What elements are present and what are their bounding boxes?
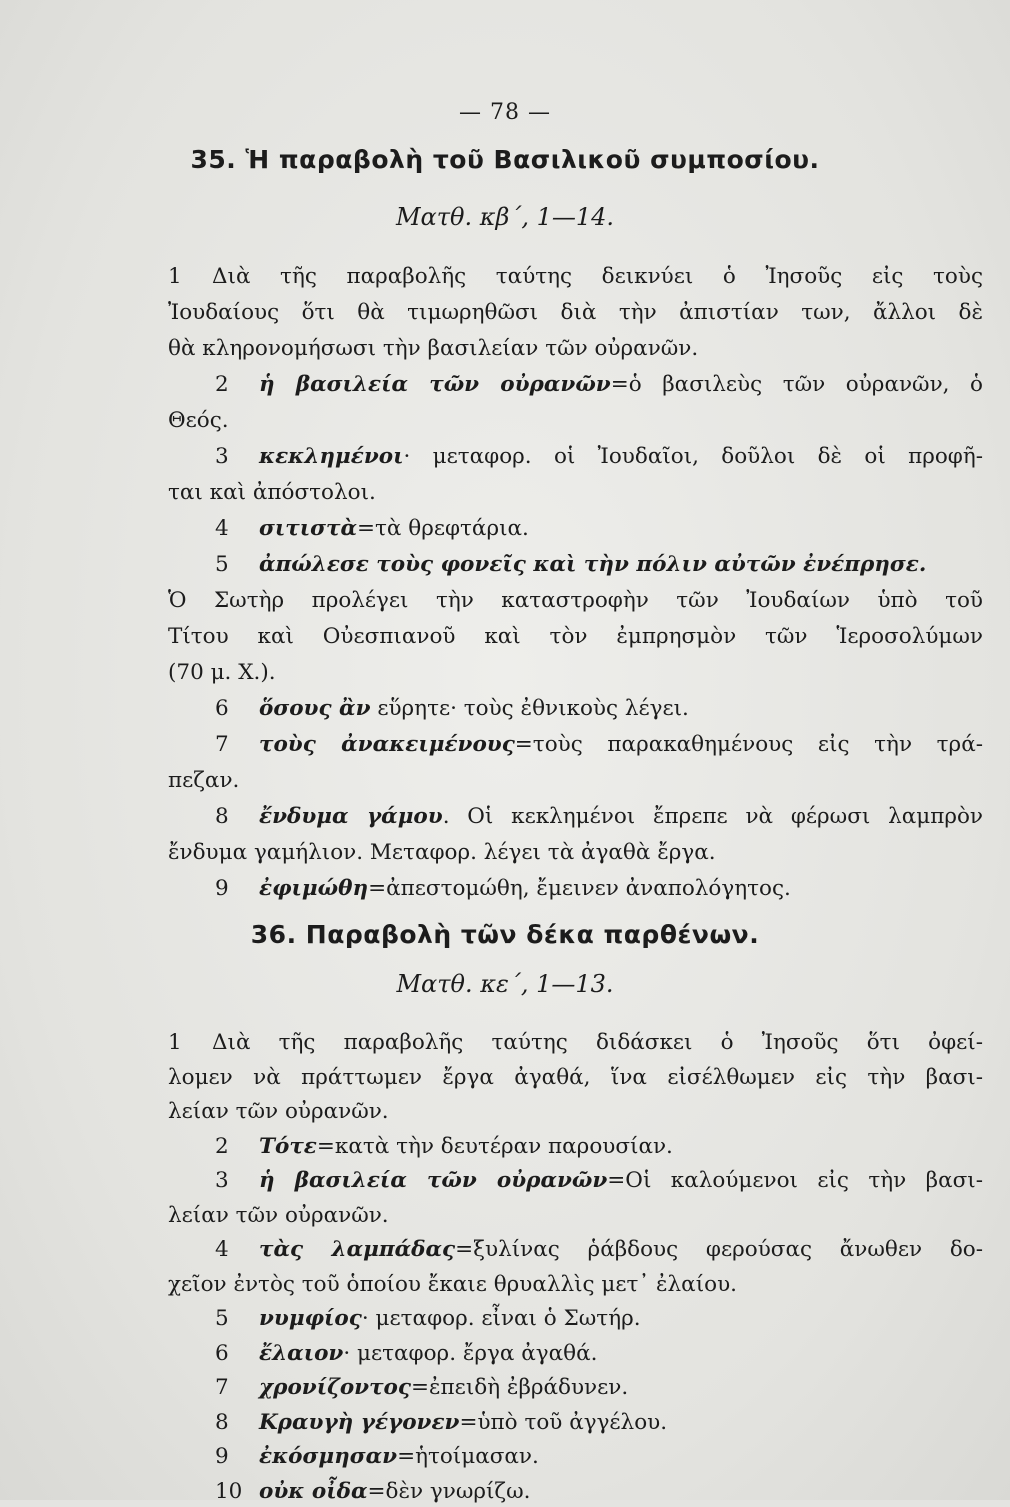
text-line xyxy=(168,1201,983,1231)
text-line xyxy=(215,1132,983,1162)
glossed-term: ἡ βασιλεία τῶν οὐρανῶν xyxy=(259,372,611,397)
glossed-term: οὐκ οἶδα xyxy=(259,1478,368,1504)
text-line xyxy=(168,586,983,616)
verse-number: 2 xyxy=(215,1133,229,1159)
line-text: =ὑπὸ τοῦ ἀγγέλου. xyxy=(459,1409,668,1435)
verse-number: 9 xyxy=(215,876,229,901)
text-line xyxy=(215,442,983,472)
line-text: =ὁ βασιλεὺς τῶν οὐρανῶν, ὁ xyxy=(610,372,983,397)
text-line xyxy=(168,478,983,508)
glossed-term: χρονίζοντος xyxy=(259,1375,411,1400)
text-line xyxy=(215,1235,983,1265)
verse-number: 4 xyxy=(215,516,229,541)
page-number: — 78 — xyxy=(459,100,551,125)
text-line xyxy=(215,370,983,400)
text-line xyxy=(215,1304,983,1334)
line-text: =τοὺς παρακαθημένους εἰς τὴν τρά- xyxy=(514,732,983,757)
verse-number: 7 xyxy=(215,1375,229,1400)
verse-number: 6 xyxy=(215,696,229,721)
glossed-term: ἐκόσμησαν xyxy=(259,1444,398,1469)
glossed-term: σιτιστὰ xyxy=(259,516,357,541)
section-reference-36: Ματθ. κε΄, 1—13. xyxy=(396,970,614,998)
glossed-term: τὰς λαμπάδας xyxy=(259,1237,456,1262)
text-line xyxy=(168,622,983,652)
verse-number: 2 xyxy=(215,372,229,397)
text-line xyxy=(215,1408,983,1438)
line-text: λομεν νὰ πράττωμεν ἔργα ἀγαθά, ἵνα εἰσέλθωμεν εἰς τὴν βασι- xyxy=(168,1064,983,1090)
text-line xyxy=(215,1373,983,1403)
text-line xyxy=(168,262,983,292)
line-text: =δὲν γνωρίζω. xyxy=(367,1478,531,1504)
glossed-term: ἔνδυμα γάμου xyxy=(259,804,443,829)
glossed-term: ἡ βασιλεία τῶν οὐρανῶν xyxy=(259,1168,608,1193)
glossed-term: ἀπώλεσε τοὺς φονεῖς καὶ τὴν πόλιν αὐτῶν ἐνέπρησε. xyxy=(259,552,927,577)
verse-number: 6 xyxy=(215,1340,229,1366)
line-text: · μεταφορ. οἱ Ἰουδαῖοι, δοῦλοι δὲ οἱ προφῆ- xyxy=(403,444,983,469)
line-text: Ἰουδαίους ὅτι θὰ τιμωρηθῶσι διὰ τὴν ἀπιστίαν των, ἄλλοι δὲ xyxy=(168,300,983,325)
text-line xyxy=(215,1477,983,1507)
line-text: εὕρητε· τοὺς ἐθνικοὺς λέγει. xyxy=(370,696,689,721)
verse-number: 5 xyxy=(215,552,229,577)
line-text: Διὰ τῆς παραβολῆς ταύτης διδάσκει ὁ Ἰησοῦς ὅτι ὀφεί- xyxy=(212,1030,983,1055)
line-text: πεζαν. xyxy=(168,768,240,793)
verse-number: 5 xyxy=(215,1306,229,1331)
glossed-term: ὅσους ἂν xyxy=(259,696,371,721)
text-line xyxy=(168,1270,983,1300)
verse-number: 1 xyxy=(168,264,182,289)
line-text: · μεταφορ. εἶναι ὁ Σωτήρ. xyxy=(361,1306,641,1331)
text-line xyxy=(168,838,983,868)
verse-number: 8 xyxy=(215,1409,229,1435)
line-text: ἔνδυμα γαμήλιον. Μεταφορ. λέγει τὰ ἀγαθὰ ἔργα. xyxy=(168,840,716,865)
line-text: =τὰ θρεφτάρια. xyxy=(357,516,529,541)
verse-number: 9 xyxy=(215,1444,229,1469)
line-text: =Οἱ καλούμενοι εἰς τὴν βασι- xyxy=(607,1168,983,1193)
text-line xyxy=(215,1442,983,1472)
text-line xyxy=(168,334,983,364)
text-line xyxy=(168,658,983,688)
text-line xyxy=(215,874,983,904)
line-text: (70 μ. Χ.). xyxy=(168,660,276,685)
line-text: =ξυλίνας ῥάβδους φερούσας ἄνωθεν δο- xyxy=(455,1237,984,1262)
text-line xyxy=(215,694,983,724)
glossed-term: νυμφίος xyxy=(259,1306,362,1331)
glossed-term: ἔλαιον xyxy=(259,1340,344,1366)
section-heading-36: 36. Παραβολὴ τῶν δέκα παρθένων. xyxy=(250,920,760,949)
line-text: ται καὶ ἀπόστολοι. xyxy=(168,480,376,505)
line-text: Διὰ τῆς παραβολῆς ταύτης δεικνύει ὁ Ἰησοῦς εἰς τοὺς xyxy=(212,264,983,289)
glossed-term: Κραυγὴ γέγονεν xyxy=(259,1409,460,1435)
text-line xyxy=(215,1166,983,1196)
text-line xyxy=(168,298,983,328)
verse-number: 8 xyxy=(215,804,229,829)
line-text: =ἀπεστομώθη, ἔμεινεν ἀναπολόγητος. xyxy=(368,876,791,901)
text-line xyxy=(215,802,983,832)
verse-number: 3 xyxy=(215,444,229,469)
line-text: . Οἱ κεκλημένοι ἔπρεπε νὰ φέρωσι λαμπρὸν xyxy=(442,804,983,829)
line-text: · μεταφορ. ἔργα ἀγαθά. xyxy=(343,1340,598,1366)
verse-number: 7 xyxy=(215,732,229,757)
glossed-term: ἐφιμώθη xyxy=(259,876,369,901)
text-line xyxy=(168,1063,983,1093)
line-text: χεῖον ἐντὸς τοῦ ὁποίου ἔκαιε θρυαλλὶς μετ᾽ ἐλαίου. xyxy=(168,1271,737,1297)
line-text: λείαν τῶν οὐρανῶν. xyxy=(168,1202,389,1228)
line-text: θὰ κληρονομήσωσι τὴν βασιλείαν τῶν οὐρανῶν. xyxy=(168,336,699,361)
verse-number: 10 xyxy=(215,1478,243,1504)
line-text: Ὁ Σωτὴρ προλέγει τὴν καταστροφὴν τῶν Ἰουδαίων ὑπὸ τοῦ xyxy=(168,588,983,613)
line-text: Θεός. xyxy=(168,408,229,433)
line-text: Τίτου καὶ Οὐεσπιανοῦ καὶ τὸν ἐμπρησμὸν τῶν Ἱεροσολύμων xyxy=(168,624,983,649)
text-line xyxy=(168,766,983,796)
line-text: =κατὰ τὴν δευτέραν παρουσίαν. xyxy=(316,1133,673,1159)
text-line xyxy=(215,730,983,760)
glossed-term: τοὺς ἀνακειμένους xyxy=(259,732,515,757)
verse-number: 4 xyxy=(215,1237,229,1262)
text-line xyxy=(168,1097,983,1127)
glossed-term: Τότε xyxy=(259,1133,317,1159)
text-line xyxy=(168,406,983,436)
verse-number: 1 xyxy=(168,1030,182,1055)
text-line xyxy=(168,1028,983,1058)
glossed-term: κεκλημένοι xyxy=(259,444,404,469)
line-text: λείαν τῶν οὐρανῶν. xyxy=(168,1099,389,1124)
line-text: =ἡτοίμασαν. xyxy=(397,1444,539,1469)
text-line xyxy=(215,514,983,544)
text-line xyxy=(215,1339,983,1369)
line-text: =ἐπειδὴ ἐβράδυνεν. xyxy=(411,1375,629,1400)
text-line xyxy=(215,550,983,580)
section-heading-35: 35. Ἡ παραβολὴ τοῦ Βασιλικοῦ συμποσίου. xyxy=(190,145,820,174)
verse-number: 3 xyxy=(215,1168,229,1193)
section-reference-35: Ματθ. κβ΄, 1—14. xyxy=(395,203,615,231)
